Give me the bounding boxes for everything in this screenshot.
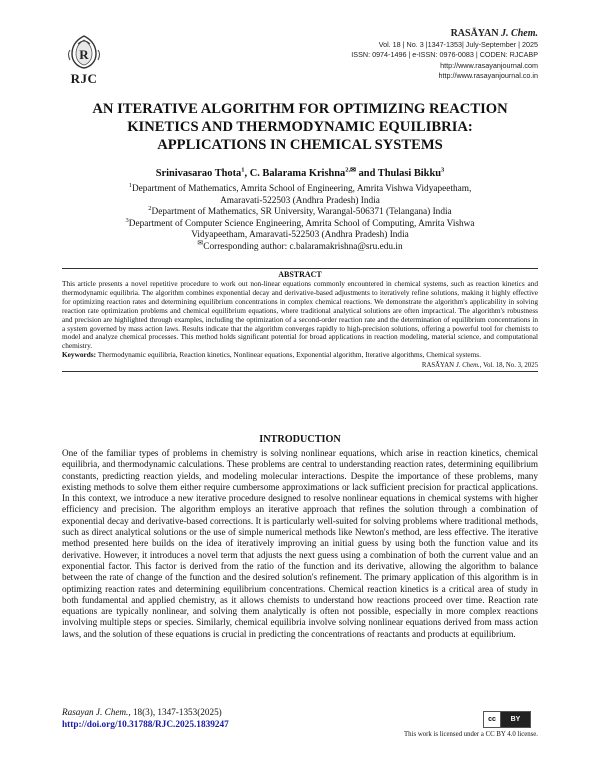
author-sep-1: ,	[244, 168, 250, 179]
citation-journal: RASĀYAN	[421, 362, 455, 370]
affiliation-2-sup: 2	[148, 205, 152, 213]
footer-journal: Rasayan J. Chem.	[62, 707, 129, 717]
citation-journal-italic: J. Chem.	[455, 362, 480, 370]
author-3: Thulasi Bikku	[377, 168, 442, 179]
journal-url-2[interactable]: http://www.rasayanjournal.co.in	[438, 71, 538, 81]
author-1: Srinivasarao Thota	[155, 168, 242, 179]
citation-rest: , Vol. 18, No. 3, 2025	[479, 362, 538, 370]
doi-link[interactable]: http://doi.org/10.31788/RJC.2025.1839247	[62, 720, 229, 730]
journal-name	[351, 28, 538, 40]
affiliations	[62, 181, 538, 254]
affiliation-2-text: Department of Mathematics, SR University, Warangal-506371 (Telangana) India	[151, 207, 452, 218]
affiliation-3-line-1: Department of Computer Science Engineering, Amrita School of Computing, Amrita Vishwa	[128, 218, 475, 229]
author-sep-2: and	[356, 168, 378, 179]
affiliation-3-sup: 3	[125, 216, 129, 224]
abstract-heading: ABSTRACT	[278, 270, 322, 279]
license-text: This work is licensed under a CC BY 4.0 license.	[404, 731, 538, 738]
affiliation-2	[62, 207, 538, 219]
cc-icon: cc	[484, 712, 501, 727]
keywords-label: Keywords:	[62, 350, 97, 360]
author-3-sup: 3	[441, 166, 445, 174]
title-line-2: KINETICS AND THERMODYNAMIC EQUILIBRIA:	[127, 119, 473, 135]
affiliation-1-line-2: Amaravati-522503 (Andhra Pradesh) India	[220, 195, 380, 206]
affiliation-3	[62, 216, 538, 231]
abstract-citation	[62, 361, 538, 370]
author-2: C. Balarama Krishna	[249, 168, 346, 179]
affiliation-1-sup: 1	[128, 181, 132, 189]
by-icon: BY	[501, 712, 530, 727]
title-line-3: APPLICATIONS IN CHEMICAL SYSTEMS	[157, 137, 443, 153]
journal-logo	[62, 34, 106, 87]
logo-text: RJC	[70, 71, 98, 86]
journal-issn-line: ISSN: 0974-1496 | e-ISSN: 0976-0083 | CODEN: RJCABP	[351, 50, 538, 60]
footer-citation	[62, 706, 229, 732]
title-line-1: AN ITERATIVE ALGORITHM FOR OPTIMIZING REACTION	[92, 101, 508, 117]
abstract-section	[62, 268, 538, 372]
author-list: Srinivasarao Thota$^1$, C. Balarama Krishna$^{2,}$✉ and Thulasi Bikku$^3$	[155, 165, 445, 179]
keywords-text: Thermodynamic equilibria, Reaction kinetics, Nonlinear equations, Exponential algorithm, Iterative algorithms, Chemical systems.	[96, 350, 481, 360]
affiliation-1-line-1: Department of Mathematics, Amrita School of Engineering, Amrita Vishwa Vidyapeetham,	[131, 184, 472, 194]
introduction-heading: INTRODUCTION	[259, 434, 341, 445]
abstract-divider	[62, 371, 538, 372]
journal-crest-icon	[64, 34, 104, 70]
author-2-sup: 2,	[345, 166, 351, 174]
cc-by-license-icon[interactable]	[483, 711, 531, 728]
affiliation-3-line-2: Vidyapeetham, Amaravati-522503 (Andhra Pradesh) India	[191, 230, 409, 241]
journal-name-text: RASĀYAN	[450, 28, 499, 39]
footer-reference	[62, 706, 229, 719]
paper-title	[62, 100, 538, 154]
journal-header	[351, 28, 538, 82]
journal-name-italic: J. Chem.	[501, 28, 538, 39]
journal-url-1[interactable]: http://www.rasayanjournal.com	[440, 60, 538, 70]
introduction-text: One of the familiar types of problems in chemistry is solving nonlinear equations, which arise in reaction kinetics, chemical equilibria, and thermodynamic calculations. These problems are central to understanding reaction rates, determining equilibrium constants, predicting reaction yields, and modeling molecular interactions. Despite the importance of these problems, many existing methods to solve them either require cumbersome approximations or lack sufficient precision for practical applications. In this context, we introduce a new iterative procedure designed to resolve nonlinear equations in chemical systems with higher efficiency and precision. The algorithm employs an iterative approach that refines the solution through a combination of exponential decay and derivative-based corrections. It is particularly well-suited for solving problems where traditional methods, such as direct analytical solutions or the use of simple numerical methods like Newton's method, are less effective. The iterative method presented here builds on the idea of iteratively improving an initial guess by using both the function value and its derivative. However, it introduces a novel term that adjusts the next guess using a combination of both the current value and an exponential factor. This factor is derived from the ratio of the function and its derivative, allowing the algorithm to balance between the rate of change of the function and the desired solution's refinement. The primary application of this algorithm is in optimizing reaction rates and determining equilibrium concentrations. Chemical reaction kinetics is a critical area of study in both fundamental and applied chemistry, as it allows chemists to understand how reactions proceed over time. Reaction rate equations are typically nonlinear, and solving them analytically is often not possible, especially in more complex reactions involving multiple steps or species. Similarly, chemical equilibria involve solving nonlinear equations derived from mass action laws, and the solution of these equations is crucial in predicting the concentrations of reactants and products at equilibrium.	[62, 448, 538, 639]
keywords	[62, 351, 538, 360]
journal-volume-line: Vol. 18 | No. 3 |1347-1353| July-September | 2025	[378, 40, 538, 49]
author-1-sup: 1	[241, 166, 245, 174]
affiliation-1	[62, 181, 538, 196]
corresponding-author: ✉Corresponding author: c.balaramakrishna@sru.edu.in	[197, 238, 403, 252]
svg-text:R: R	[79, 47, 89, 62]
corresponding-author-text: Corresponding author: c.balaramakrishna@sru.edu.in	[203, 241, 403, 252]
abstract-text: This article presents a novel repetitive procedure to work out non-linear equations commonly encountered in chemical systems, such as reaction kinetics and thermodynamic equilibria. The algorithm combines exponential decay and derivative-based adjustments to iteratively refine solutions, making it highly effective for optimizing reaction rates and determining equilibrium concentrations in complex chemical reactions. We demonstrate the algorithm's applicability in solving reaction rate optimization problems and chemical equilibrium equations, where traditional analytical solutions are often impractical. The algorithm's robustness and precision are highlighted through examples, including the optimization of a second-order reaction rate and the determination of equilibrium concentrations in a system governed by mass action laws. Results indicate that the algorithm converges rapidly to high-precision solutions, offering a powerful tool for chemists to model and analyze chemical processes. This method holds significant potential for broad applications in reaction modeling, material science, and computational chemistry.	[62, 279, 538, 351]
footer-ref: , 18(3), 1347-1353(2025)	[128, 707, 222, 717]
